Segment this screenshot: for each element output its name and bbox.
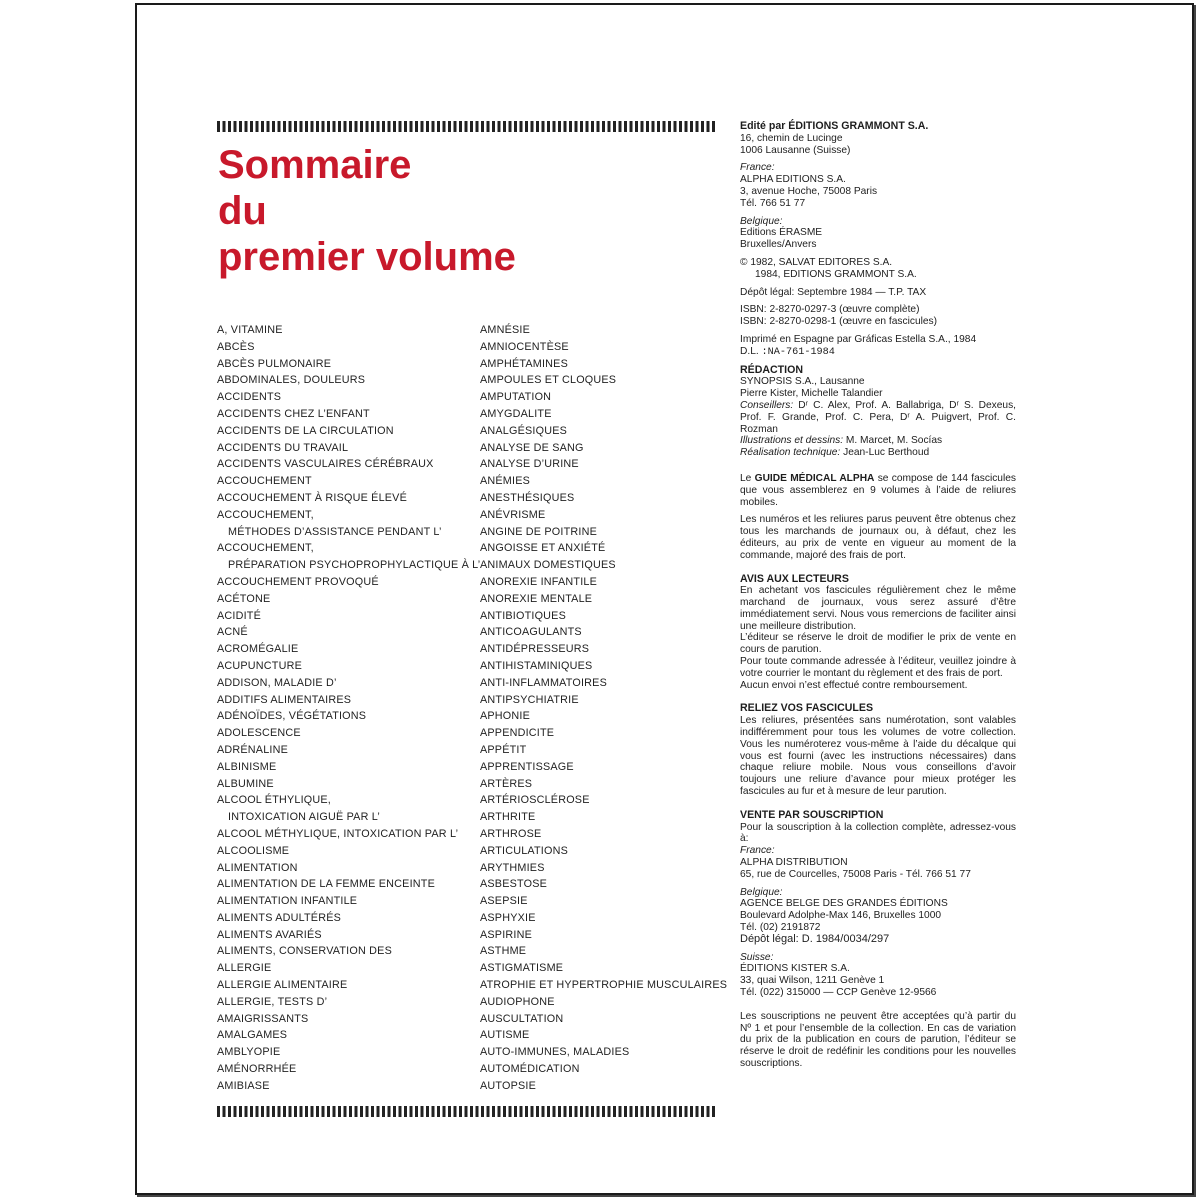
page-title — [218, 142, 516, 280]
toc-entry: ANGINE DE POITRINE — [480, 525, 597, 538]
france-block — [740, 162, 1016, 209]
toc-entry: ARTÉRIOSCLÉROSE — [480, 794, 590, 807]
illustrations-text — [740, 435, 1016, 447]
vente-suisse-line: ÉDITIONS KISTER S.A. — [740, 963, 850, 975]
toc-entry: APHONIE — [480, 710, 530, 723]
toc-entry: ARTHRITE — [480, 811, 536, 824]
depot-block — [740, 287, 1016, 299]
print-block — [740, 334, 1016, 359]
reliez-para: Les reliures, présentées sans numérotation, sont valables indifféremment pour tous les volumes de votre collection. Vous les numéroterez vous-même à l’aide du décalque qui vous est fourni (avec les instructions nécessaires) dans chaque reliure mobile. Nous vous conseillons d’avoir toujours une reliure d’avance pour mieux protéger les fascicules au fur et à mesure de leur parution. — [740, 715, 1016, 798]
toc-entry: ALCOOL ÉTHYLIQUE, — [217, 794, 331, 807]
isbn-block — [740, 304, 1016, 328]
toc-entry: ADOLESCENCE — [217, 727, 301, 740]
toc-entry: AMAIGRISSANTS — [217, 1012, 309, 1025]
toc-entry: ACCOUCHEMENT, — [217, 508, 314, 521]
toc-entry: AMYGDALITE — [480, 407, 552, 420]
france-label: France: — [740, 162, 775, 174]
avis-para: L’éditeur se réserve le droit de modifier le prix de vente en cours de parution. — [740, 632, 1016, 656]
redaction-line: SYNOPSIS S.A., Lausanne — [740, 376, 865, 388]
realisation-label: Réalisation technique: — [740, 447, 841, 459]
guide-para-2: Les numéros et les reliures parus peuvent être obtenus chez tous les marchands de journaux ou, à défaut, chez les éditeurs, au prix de vente en vigueur au moment de la commande, majoré des frais de port. — [740, 514, 1016, 561]
dl-value: :NA-761-1984 — [761, 346, 835, 358]
toc-entry: ALBINISME — [217, 760, 277, 773]
toc-entry: AUTOMÉDICATION — [480, 1063, 580, 1076]
toc-entry: ALIMENTATION DE LA FEMME ENCEINTE — [217, 878, 435, 891]
redaction-line: Pierre Kister, Michelle Talandier — [740, 388, 883, 400]
realisation-text — [740, 447, 1016, 459]
reliez-heading: RELIEZ VOS FASCICULES — [740, 702, 874, 715]
isbn-line: ISBN: 2-8270-0297-3 (œuvre complète) — [740, 304, 920, 316]
toc-entry: ARTHROSE — [480, 827, 542, 840]
toc-entry: ASTIGMATISME — [480, 962, 564, 975]
bottom-decorative-rule — [217, 1106, 717, 1117]
toc-entry: AUDIOPHONE — [480, 995, 555, 1008]
title-line-1: Sommaire — [218, 143, 412, 187]
toc-entry: ACCIDENTS VASCULAIRES CÉRÉBRAUX — [217, 458, 434, 471]
guide-prefix: Le — [740, 472, 752, 484]
copyright-line: © 1982, SALVAT EDITORES S.A. — [740, 256, 893, 268]
vente-france-line: 65, rue de Courcelles, 75008 Paris - Tél. 766 51 77 — [740, 868, 971, 880]
toc-entry: ANALGÉSIQUES — [480, 424, 568, 437]
toc-entry: ADDISON, MALADIE D’ — [217, 676, 337, 689]
dl-line — [740, 346, 1016, 359]
toc-entry: ANTIBIOTIQUES — [480, 609, 566, 622]
belgique-block — [740, 216, 1016, 251]
toc-entry: ANTICOAGULANTS — [480, 626, 582, 639]
toc-entry: ACCIDENTS CHEZ L’ENFANT — [217, 407, 370, 420]
toc-entry: ALLERGIE ALIMENTAIRE — [217, 979, 348, 992]
vente-suisse-label: Suisse: — [740, 951, 774, 963]
copyright-line: 1984, EDITIONS GRAMMONT S.A. — [755, 268, 917, 280]
toc-entry: ALIMENTS, CONSERVATION DES — [217, 945, 392, 958]
vente-suisse-line: Tél. (022) 315000 — CCP Genève 12-9566 — [740, 987, 937, 998]
toc-entry: ACCIDENTS — [217, 391, 282, 404]
toc-entry: AMNIOCENTÈSE — [480, 340, 569, 353]
depot-legal: Dépôt légal: Septembre 1984 — T.P. TAX — [740, 286, 927, 298]
publisher-line: 1006 Lausanne (Suisse) — [740, 144, 851, 156]
toc-entry: ANTIDÉPRESSEURS — [480, 643, 590, 656]
toc-entry: INTOXICATION AIGUË PAR L’ — [228, 811, 380, 824]
toc-entry: AUTISME — [480, 1029, 530, 1042]
toc-entry: ACNÉ — [217, 626, 248, 639]
toc-entry: ALBUMINE — [217, 777, 274, 790]
vente-belgique-line: Tél. (02) 2191872 — [740, 922, 821, 934]
vente-heading: VENTE PAR SOUSCRIPTION — [740, 808, 884, 821]
toc-entry: ANÉMIES — [480, 475, 530, 488]
toc-entry: AMBLYOPIE — [217, 1046, 281, 1059]
vente-belgique-line: AGENCE BELGE DES GRANDES ÉDITIONS — [740, 898, 948, 910]
conseillers-label: Conseillers: — [740, 399, 794, 411]
top-decorative-rule — [217, 121, 717, 132]
toc-entry: ATROPHIE ET HYPERTROPHIE MUSCULAIRES — [480, 979, 728, 992]
toc-entry: ACCOUCHEMENT PROVOQUÉ — [217, 575, 379, 588]
publisher-line: 16, chemin de Lucinge — [740, 132, 843, 144]
vente-suisse-line: 33, quai Wilson, 1211 Genève 1 — [740, 975, 885, 987]
toc-entry: ADÉNOÏDES, VÉGÉTATIONS — [217, 710, 367, 723]
toc-entry: ANOREXIE MENTALE — [480, 592, 593, 605]
toc-entry: ANOREXIE INFANTILE — [480, 575, 597, 588]
toc-right-column — [480, 322, 727, 1095]
toc-entry: ABDOMINALES, DOULEURS — [217, 374, 366, 387]
toc-entry: ADDITIFS ALIMENTAIRES — [217, 693, 352, 706]
vente-belgique-line: Boulevard Adolphe-Max 146, Bruxelles 1000 — [740, 910, 942, 922]
toc-entry: APPRENTISSAGE — [480, 760, 574, 773]
conseillers-names: Dʳ C. Alex, Prof. A. Ballabriga, Dʳ S. Dexeus, Prof. F. Grande, Prof. C. Pera, Dʳ A. Puigvert, Prof. C. Rozman — [740, 399, 1016, 435]
toc-entry: ANTIHISTAMINIQUES — [480, 659, 593, 672]
toc-entry: MÉTHODES D’ASSISTANCE PENDANT L’ — [228, 525, 442, 538]
toc-entry: AMNÉSIE — [480, 324, 530, 336]
belgique-label: Belgique: — [740, 215, 783, 227]
reliez-block — [740, 703, 1016, 797]
toc-entry: AMPHÉTAMINES — [480, 357, 568, 370]
avis-para: Pour toute commande adressée à l’éditeur, veuillez joindre à votre courrier le montant du règlement et des frais de port. — [740, 656, 1016, 679]
toc-entry: APPÉTIT — [480, 743, 527, 756]
dl-label: D.L. — [740, 345, 759, 357]
avis-heading: AVIS AUX LECTEURS — [740, 572, 849, 585]
toc-entry: AUTOPSIE — [480, 1079, 537, 1092]
copyright-block — [740, 257, 1016, 281]
avis-block — [740, 574, 1016, 692]
title-line-2: du — [218, 189, 267, 233]
toc-entry: AUSCULTATION — [480, 1012, 564, 1025]
toc-entry: ALLERGIE — [217, 962, 272, 975]
toc-entry: ARTICULATIONS — [480, 844, 568, 857]
realisation-name: Jean-Luc Berthoud — [843, 447, 930, 459]
guide-rest: se compose de 144 fascicules que vous assemblerez en 9 volumes à l’aide de reliures mobiles. — [740, 472, 1016, 508]
toc-entry: ALIMENTATION — [217, 861, 298, 874]
isbn-line: ISBN: 2-8270-0298-1 (œuvre en fascicules) — [740, 316, 938, 328]
vente-block — [740, 810, 1016, 1070]
toc-entry: A, VITAMINE — [217, 324, 283, 336]
toc-entry: ACCOUCHEMENT, — [217, 542, 314, 555]
toc-entry: ALIMENTS ADULTÉRÉS — [217, 911, 341, 924]
redaction-block — [740, 365, 1016, 459]
vente-intro: Pour la souscription à la collection complète, adressez-vous à: — [740, 821, 1016, 845]
toc-entry: ANIMAUX DOMESTIQUES — [480, 559, 616, 572]
guide-para-1 — [740, 473, 1016, 508]
toc-entry: AMALGAMES — [217, 1029, 288, 1042]
toc-entry: ALCOOLISME — [217, 844, 290, 857]
illustrations-names: M. Marcet, M. Socías — [845, 435, 943, 447]
guide-block — [740, 473, 1016, 562]
toc-entry: AMÉNORRHÉE — [217, 1063, 297, 1076]
toc-entry: APPENDICITE — [480, 727, 555, 740]
france-line: 3, avenue Hoche, 75008 Paris — [740, 185, 878, 197]
toc-entry: ACCIDENTS DU TRAVAIL — [217, 441, 349, 454]
toc-entry: ASBESTOSE — [480, 878, 548, 891]
toc-entry: AMPOULES ET CLOQUES — [480, 374, 617, 387]
publisher-heading: Edité par ÉDITIONS GRAMMONT S.A. — [740, 120, 929, 132]
belgique-line: Editions ÉRASME — [740, 227, 823, 239]
toc-entry: ADRÉNALINE — [217, 743, 288, 756]
toc-entry: ASEPSIE — [480, 895, 528, 908]
toc-entry: ACROMÉGALIE — [217, 643, 299, 656]
toc-entry: ALIMENTS AVARIÉS — [217, 928, 322, 941]
toc-entry: ARYTHMIES — [480, 861, 545, 874]
avis-para: En achetant vos fascicules régulièrement chez le même marchand de journaux, vous serez assuré d’être immédiatement servi. Nous vous remercions de faciliter ainsi une meilleure distribution. — [740, 585, 1016, 632]
toc-entry: ACÉTONE — [217, 592, 271, 605]
toc-entry: ALIMENTATION INFANTILE — [217, 895, 358, 908]
vente-belgique-depot: Dépôt légal: D. 1984/0034/297 — [740, 932, 890, 945]
title-line-3: premier volume — [218, 235, 516, 279]
toc-entry: AMPUTATION — [480, 391, 552, 404]
conseillers-text — [740, 400, 1016, 435]
toc-entry: ACCOUCHEMENT — [217, 475, 312, 488]
toc-entry: ANTIPSYCHIATRIE — [480, 693, 579, 706]
toc-entry: ASTHME — [480, 945, 527, 958]
vente-belgique-label: Belgique: — [740, 886, 783, 898]
toc-entry: ABCÈS — [217, 340, 255, 353]
imprime-line: Imprimé en Espagne par Gráficas Estella S.A., 1984 — [740, 333, 977, 345]
toc-entry: ANALYSE DE SANG — [480, 441, 584, 454]
colophon-column — [740, 121, 1016, 1076]
toc-entry: ANÉVRISME — [480, 508, 546, 521]
toc-entry: PRÉPARATION PSYCHOPROPHYLACTIQUE À L’ — [228, 559, 481, 572]
toc-entry: ABCÈS PULMONAIRE — [217, 357, 332, 370]
belgique-line: Bruxelles/Anvers — [740, 239, 817, 251]
toc-entry: ANGOISSE ET ANXIÉTÉ — [480, 542, 606, 555]
toc-entry: ACCOUCHEMENT À RISQUE ÉLEVÉ — [217, 491, 407, 504]
toc-entry: ACIDITÉ — [217, 609, 261, 622]
redaction-heading: RÉDACTION — [740, 363, 803, 376]
toc-left-column — [217, 322, 480, 1095]
guide-name: GUIDE MÉDICAL ALPHA — [754, 472, 875, 484]
toc-entry: ASPHYXIE — [480, 911, 536, 924]
publisher-block — [740, 121, 1016, 156]
vente-france-line: ALPHA DISTRIBUTION — [740, 857, 848, 869]
toc-entry: ACUPUNCTURE — [217, 659, 302, 672]
illustrations-label: Illustrations et dessins: — [740, 435, 844, 447]
vente-footer: Les souscriptions ne peuvent être acceptées qu’à partir du Nº 1 et pour l’ensemble de la collection. En cas de variation du prix de la publication en cours de parution, l’éditeur se réserve le droit de redéfinir les conditions pour les nouvelles souscriptions. — [740, 1010, 1016, 1069]
toc-entry: ANTI-INFLAMMATOIRES — [480, 676, 607, 689]
toc-entry: ACCIDENTS DE LA CIRCULATION — [217, 424, 394, 437]
vente-france-label: France: — [740, 845, 775, 857]
france-line: Tél. 766 51 77 — [740, 197, 806, 209]
toc-entry: ALLERGIE, TESTS D’ — [217, 995, 328, 1008]
toc-entry: AMIBIASE — [217, 1079, 270, 1092]
toc-entry: ANALYSE D’URINE — [480, 458, 579, 471]
toc-entry: ASPIRINE — [480, 928, 532, 941]
toc-entry: ARTÈRES — [480, 777, 533, 790]
france-line: ALPHA EDITIONS S.A. — [740, 174, 846, 186]
avis-para: Aucun envoi n’est effectué contre remboursement. — [740, 679, 968, 691]
toc-entry: ALCOOL MÉTHYLIQUE, INTOXICATION PAR L’ — [217, 827, 459, 840]
toc-entry: AUTO-IMMUNES, MALADIES — [480, 1046, 630, 1059]
toc-entry: ANESTHÉSIQUES — [480, 491, 575, 504]
